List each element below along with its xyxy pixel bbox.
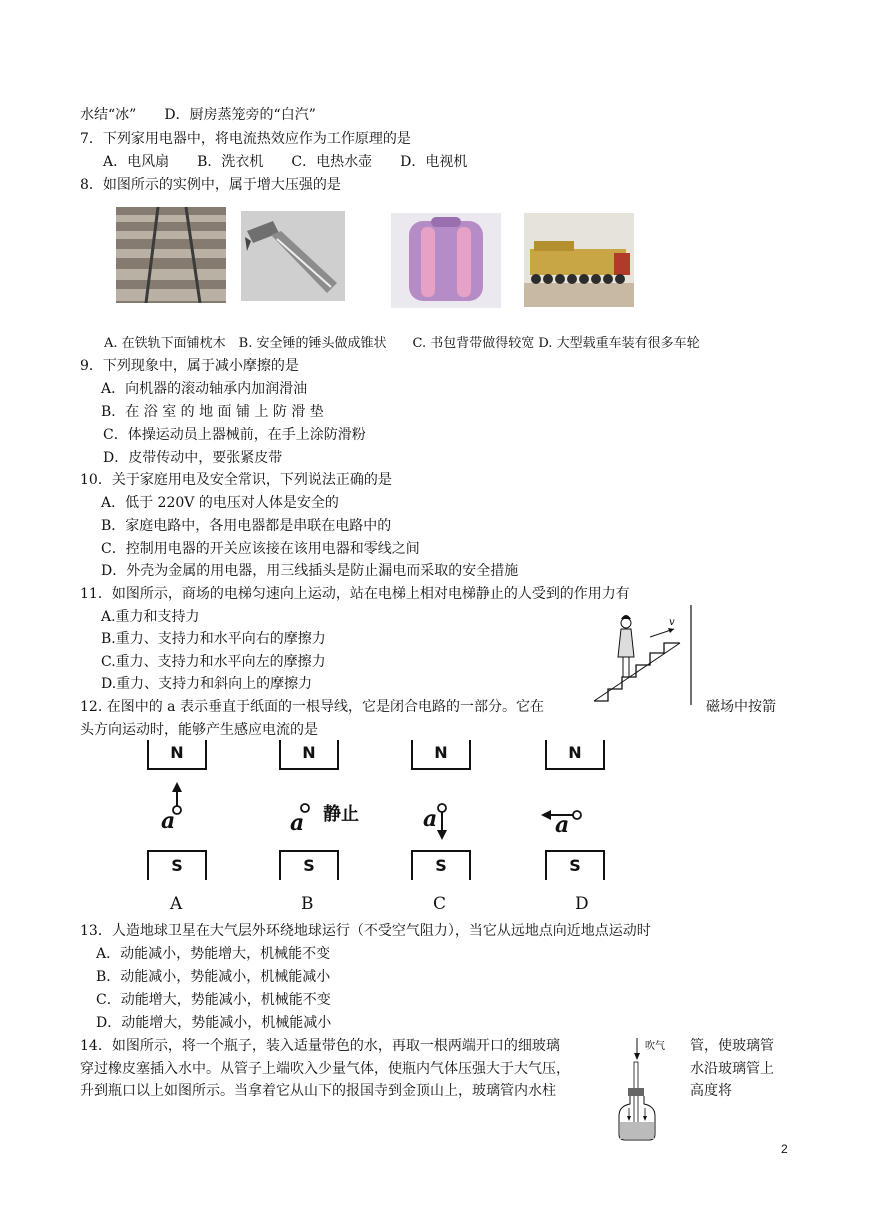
wire-a-label: a [423, 806, 438, 832]
south-pole: S [545, 850, 605, 880]
south-pole: S [411, 850, 471, 880]
question-11: 11．如图所示，商场的电梯匀速向上运动，站在电梯上相对电梯静止的人受到的作用力有 [80, 586, 630, 602]
escalator-figure [590, 605, 695, 710]
question-13: 13．人造地球卫星在大气层外环绕地球运行（不受空气阻力），当它从远地点向近地点运动时 [80, 923, 651, 939]
magnet-option-d [540, 740, 620, 920]
question-11-option-d: D.重力、支持力和斜向上的摩擦力 [101, 676, 313, 692]
question-14-line-2: 穿过橡皮塞插入水中。从管子上端吹入少量气体，使瓶内气体压强大于大气压， [80, 1061, 570, 1077]
heavy-truck-photo [524, 213, 634, 307]
railway-sleepers-photo [116, 207, 226, 303]
velocity-label: v [669, 617, 675, 628]
question-14-line-1: 14．如图所示，将一个瓶子，装入适量带色的水，再取一根两端开口的细玻璃 [80, 1038, 560, 1054]
north-pole: N [545, 740, 605, 770]
question-14-line-2-right: 水沿玻璃管上 [690, 1061, 774, 1077]
safety-hammer-photo [241, 211, 345, 301]
option-label-a: A [170, 894, 183, 914]
magnet-option-a [145, 740, 215, 920]
bottle-figure [615, 1034, 685, 1144]
text-line: 水结“冰” D．厨房蒸笼旁的“白汽” [80, 107, 316, 123]
page-number: 2 [781, 1142, 788, 1156]
magnet-option-c [409, 740, 479, 920]
question-14-line-3: 升到瓶口以上如图所示。当拿着它从山下的报国寺到金顶山上，玻璃管内水柱 [80, 1083, 556, 1099]
question-8: 8．如图所示的实例中，属于增大压强的是 [80, 177, 341, 193]
question-14-line-3-right: 高度将 [690, 1083, 732, 1099]
wire-a-label: a [161, 808, 176, 834]
option-label-b: B [301, 894, 314, 914]
south-pole: S [279, 850, 339, 880]
question-10: 10．关于家庭用电及安全常识，下列说法正确的是 [80, 472, 392, 488]
question-11-option-c: C.重力、支持力和水平向左的摩擦力 [101, 654, 326, 670]
wire-a-label: a [290, 810, 305, 836]
question-13-option-b: B．动能减小，势能减小，机械能减小 [96, 969, 331, 985]
question-9-option-d: D．皮带传动中，要张紧皮带 [103, 450, 283, 466]
question-11-option-a: A.重力和支持力 [101, 609, 200, 625]
question-13-option-c: C．动能增大，势能减小，机械能不变 [96, 992, 331, 1008]
south-pole: S [147, 850, 207, 880]
question-12-line-1-right: 磁场中按箭 [706, 699, 776, 715]
wire-a-label: a [555, 812, 570, 838]
question-11-option-b: B.重力、支持力和水平向右的摩擦力 [101, 631, 326, 647]
question-10-option-d: D．外壳为金属的用电器，用三线插头是防止漏电而采取的安全措施 [101, 563, 519, 579]
magnet-option-b [277, 740, 377, 920]
north-pole: N [279, 740, 339, 770]
question-13-option-a: A．动能减小，势能增大，机械能不变 [96, 946, 331, 962]
question-14-line-1-right: 管，使玻璃管 [690, 1038, 774, 1054]
north-pole: N [411, 740, 471, 770]
question-7-options: A．电风扇 B．洗衣机 C．电热水壶 D．电视机 [103, 154, 468, 170]
question-10-option-a: A．低于 220V 的电压对人体是安全的 [101, 495, 339, 511]
question-12-line-2: 头方向运动时，能够产生感应电流的是 [80, 722, 318, 738]
option-label-c: C [433, 894, 447, 914]
blow-label: 吹气 [645, 1041, 665, 1052]
question-10-option-c: C．控制用电器的开关应该接在该用电器和零线之间 [101, 541, 420, 557]
question-9-option-b: B．在 浴 室 的 地 面 铺 上 防 滑 垫 [101, 404, 324, 420]
question-7: 7．下列家用电器中，将电流热效应作为工作原理的是 [80, 131, 411, 147]
question-9: 9．下列现象中，属于减小摩擦的是 [80, 358, 299, 374]
question-12-line-1: 12. 在图中的 a 表示垂直于纸面的一根导线，它是闭合电路的一部分。它在 [80, 699, 544, 715]
question-9-option-c: C．体操运动员上器械前，在手上涂防滑粉 [103, 427, 366, 443]
question-10-option-b: B．家庭电路中，各用电器都是串联在电路中的 [101, 518, 392, 534]
option-label-d: D [575, 894, 589, 914]
question-9-option-a: A．向机器的滚动轴承内加润滑油 [101, 381, 308, 397]
question-8-options: A. 在铁轨下面铺枕木 B. 安全锤的锤头做成锥状 C. 书包背带做得较宽 D. 大型载重车装有很多车轮 [104, 336, 700, 351]
schoolbag-photo [391, 213, 501, 308]
stationary-label: 静止 [323, 804, 359, 825]
question-13-option-d: D．动能增大，势能减小，机械能减小 [96, 1015, 332, 1031]
north-pole: N [147, 740, 207, 770]
